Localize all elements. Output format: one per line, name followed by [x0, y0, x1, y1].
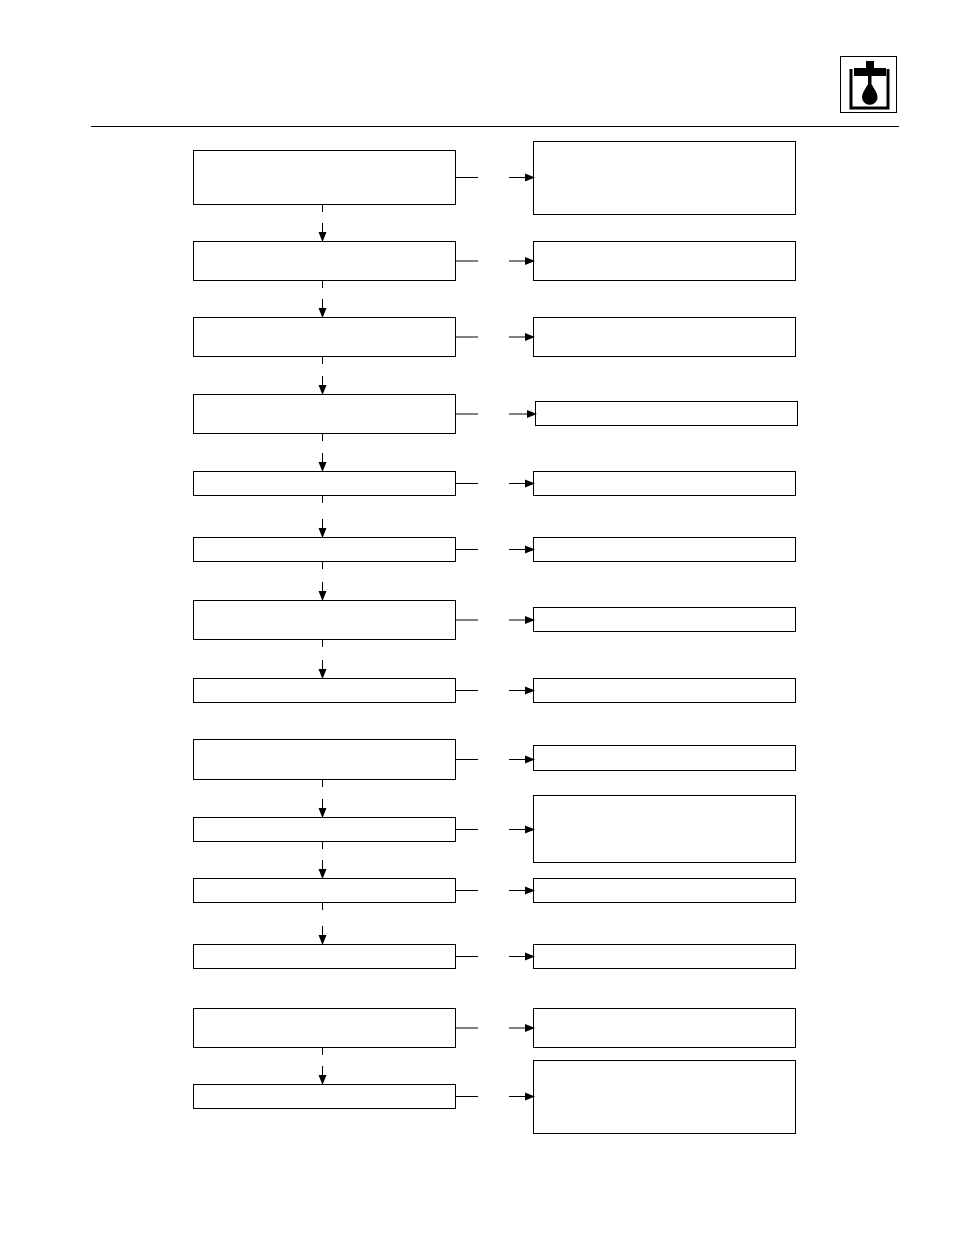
result-box — [534, 538, 796, 562]
step-box — [194, 679, 456, 703]
result-box — [534, 679, 796, 703]
result-box — [534, 879, 796, 903]
step-box — [194, 945, 456, 969]
step-box — [194, 538, 456, 562]
step-box — [194, 740, 456, 780]
result-box — [536, 402, 798, 426]
result-box — [534, 472, 796, 496]
result-box — [534, 746, 796, 771]
result-box — [534, 608, 796, 632]
step-box — [194, 818, 456, 842]
result-box — [534, 318, 796, 357]
result-box — [534, 1061, 796, 1134]
result-box — [534, 142, 796, 215]
step-box — [194, 151, 456, 205]
step-box — [194, 879, 456, 903]
step-box — [194, 395, 456, 434]
step-box — [194, 1085, 456, 1109]
step-box — [194, 472, 456, 496]
step-box — [194, 242, 456, 281]
result-box — [534, 1009, 796, 1048]
step-box — [194, 1009, 456, 1048]
result-box — [534, 796, 796, 863]
step-box — [194, 601, 456, 640]
result-box — [534, 945, 796, 969]
result-box — [534, 242, 796, 281]
step-box — [194, 318, 456, 357]
